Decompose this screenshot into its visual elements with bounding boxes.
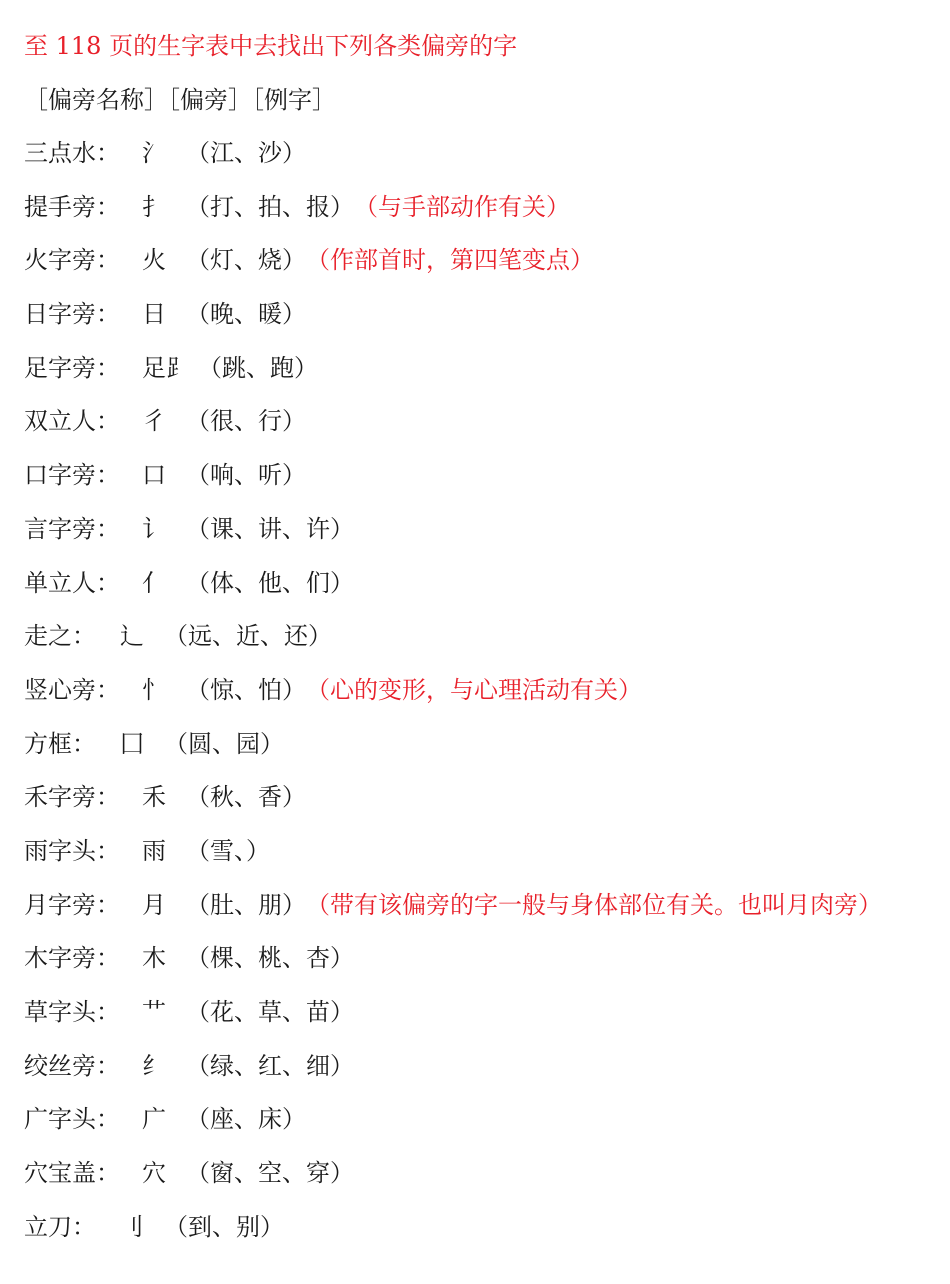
example-characters: （晚、暖） bbox=[186, 300, 306, 329]
radical-glyph: 扌 bbox=[142, 192, 166, 221]
radical-name: 三点水： bbox=[24, 139, 120, 167]
example-characters: （秋、香） bbox=[186, 783, 306, 812]
radical-glyph: 氵 bbox=[142, 139, 166, 167]
example-characters: （座、床） bbox=[186, 1105, 306, 1134]
radical-name: 火字旁： bbox=[24, 246, 120, 275]
radical-name: 木字旁： bbox=[24, 944, 120, 973]
radical-name: 月字旁： bbox=[24, 890, 120, 919]
radical-glyph: 囗 bbox=[120, 729, 144, 758]
example-characters: （绿、红、细） bbox=[186, 1051, 354, 1080]
radical-name: 走之： bbox=[24, 622, 96, 651]
radical-glyph: 辶 bbox=[120, 622, 144, 651]
radical-list bbox=[24, 137, 944, 1243]
radical-name: 方框： bbox=[24, 729, 96, 758]
radical-row bbox=[24, 137, 944, 169]
radical-row bbox=[24, 567, 944, 599]
example-characters: （很、行） bbox=[186, 407, 306, 436]
radical-glyph: 刂 bbox=[120, 1212, 144, 1241]
radical-glyph: 雨 bbox=[142, 836, 166, 865]
radical-row bbox=[24, 1211, 944, 1243]
radical-name: 雨字头： bbox=[24, 836, 120, 865]
example-characters: （跳、跑） bbox=[198, 353, 318, 382]
radical-row bbox=[24, 620, 944, 652]
column-legend: ［偏旁名称］［偏旁］［例字］ bbox=[24, 86, 336, 114]
radical-row bbox=[24, 191, 944, 223]
radical-note: （与手部动作有关） bbox=[354, 192, 570, 221]
example-characters: （棵、桃、杏） bbox=[186, 944, 354, 973]
radical-row bbox=[24, 405, 944, 437]
radical-row bbox=[24, 835, 944, 867]
example-characters: （江、沙） bbox=[186, 139, 306, 167]
radical-name: 提手旁： bbox=[24, 192, 120, 221]
example-characters: （打、拍、报） bbox=[186, 192, 354, 221]
radical-glyph: 彳 bbox=[142, 407, 166, 436]
example-characters: （课、讲、许） bbox=[186, 514, 354, 543]
radical-glyph: 木 bbox=[142, 944, 166, 973]
radical-name: 口字旁： bbox=[24, 461, 120, 490]
example-characters: （花、草、苗） bbox=[186, 998, 354, 1026]
example-characters: （肚、朋） bbox=[186, 890, 306, 919]
radical-glyph: 穴 bbox=[142, 1159, 166, 1188]
radical-name: 草字头： bbox=[24, 998, 120, 1026]
radical-name: 足字旁： bbox=[24, 353, 120, 382]
radical-row bbox=[24, 942, 944, 974]
radical-glyph: 广 bbox=[142, 1105, 166, 1134]
radical-name: 竖心旁： bbox=[24, 675, 120, 704]
radical-glyph: 口 bbox=[142, 461, 166, 490]
radical-row bbox=[24, 889, 944, 921]
radical-name: 言字旁： bbox=[24, 514, 120, 543]
example-characters: （圆、园） bbox=[164, 729, 284, 758]
radical-name: 双立人： bbox=[24, 407, 120, 436]
radical-row bbox=[24, 674, 944, 706]
radical-glyph: 日 bbox=[142, 300, 166, 329]
radical-row bbox=[24, 298, 944, 330]
radical-glyph: 禾 bbox=[142, 783, 166, 812]
radical-name: 广字头： bbox=[24, 1105, 120, 1134]
radical-glyph: 纟 bbox=[142, 1051, 166, 1080]
radical-row bbox=[24, 352, 944, 384]
radical-glyph: 忄 bbox=[142, 675, 166, 704]
radical-row bbox=[24, 996, 944, 1028]
example-characters: （体、他、们） bbox=[186, 568, 354, 597]
radical-name: 单立人： bbox=[24, 568, 120, 597]
example-characters: （远、近、还） bbox=[164, 622, 332, 651]
radical-row bbox=[24, 244, 944, 276]
radical-row bbox=[24, 1157, 944, 1189]
radical-row bbox=[24, 1103, 944, 1135]
radical-note: （作部首时，第四笔变点） bbox=[306, 246, 594, 275]
radical-glyph: 亻 bbox=[142, 568, 166, 597]
example-characters: （到、别） bbox=[164, 1212, 284, 1241]
radical-glyph: 月 bbox=[142, 890, 166, 919]
example-characters: （灯、烧） bbox=[186, 246, 306, 275]
example-characters: （雪、） bbox=[186, 836, 270, 865]
radical-note: （心的变形，与心理活动有关） bbox=[306, 675, 642, 704]
radical-row bbox=[24, 459, 944, 491]
radical-row bbox=[24, 728, 944, 760]
radical-name: 立刀： bbox=[24, 1212, 96, 1241]
radical-name: 禾字旁： bbox=[24, 783, 120, 812]
document-page bbox=[24, 30, 944, 1264]
radical-row bbox=[24, 781, 944, 813]
example-characters: （窗、空、穿） bbox=[186, 1159, 354, 1188]
example-characters: （响、听） bbox=[186, 461, 306, 490]
radical-name: 日字旁： bbox=[24, 300, 120, 329]
example-characters: （惊、怕） bbox=[186, 675, 306, 704]
radical-name: 穴宝盖： bbox=[24, 1159, 120, 1188]
radical-glyph: 足⻊ bbox=[142, 353, 190, 382]
radical-row bbox=[24, 1050, 944, 1082]
radical-name: 绞丝旁： bbox=[24, 1051, 120, 1080]
radical-glyph: 火 bbox=[142, 246, 166, 275]
radical-row bbox=[24, 513, 944, 545]
radical-note: （带有该偏旁的字一般与身体部位有关。也叫月肉旁） bbox=[306, 890, 882, 919]
radical-glyph: 讠 bbox=[142, 514, 166, 543]
radical-glyph: 艹 bbox=[142, 998, 166, 1026]
page-heading: 至 118 页的生字表中去找出下列各类偏旁的字 bbox=[24, 32, 518, 60]
